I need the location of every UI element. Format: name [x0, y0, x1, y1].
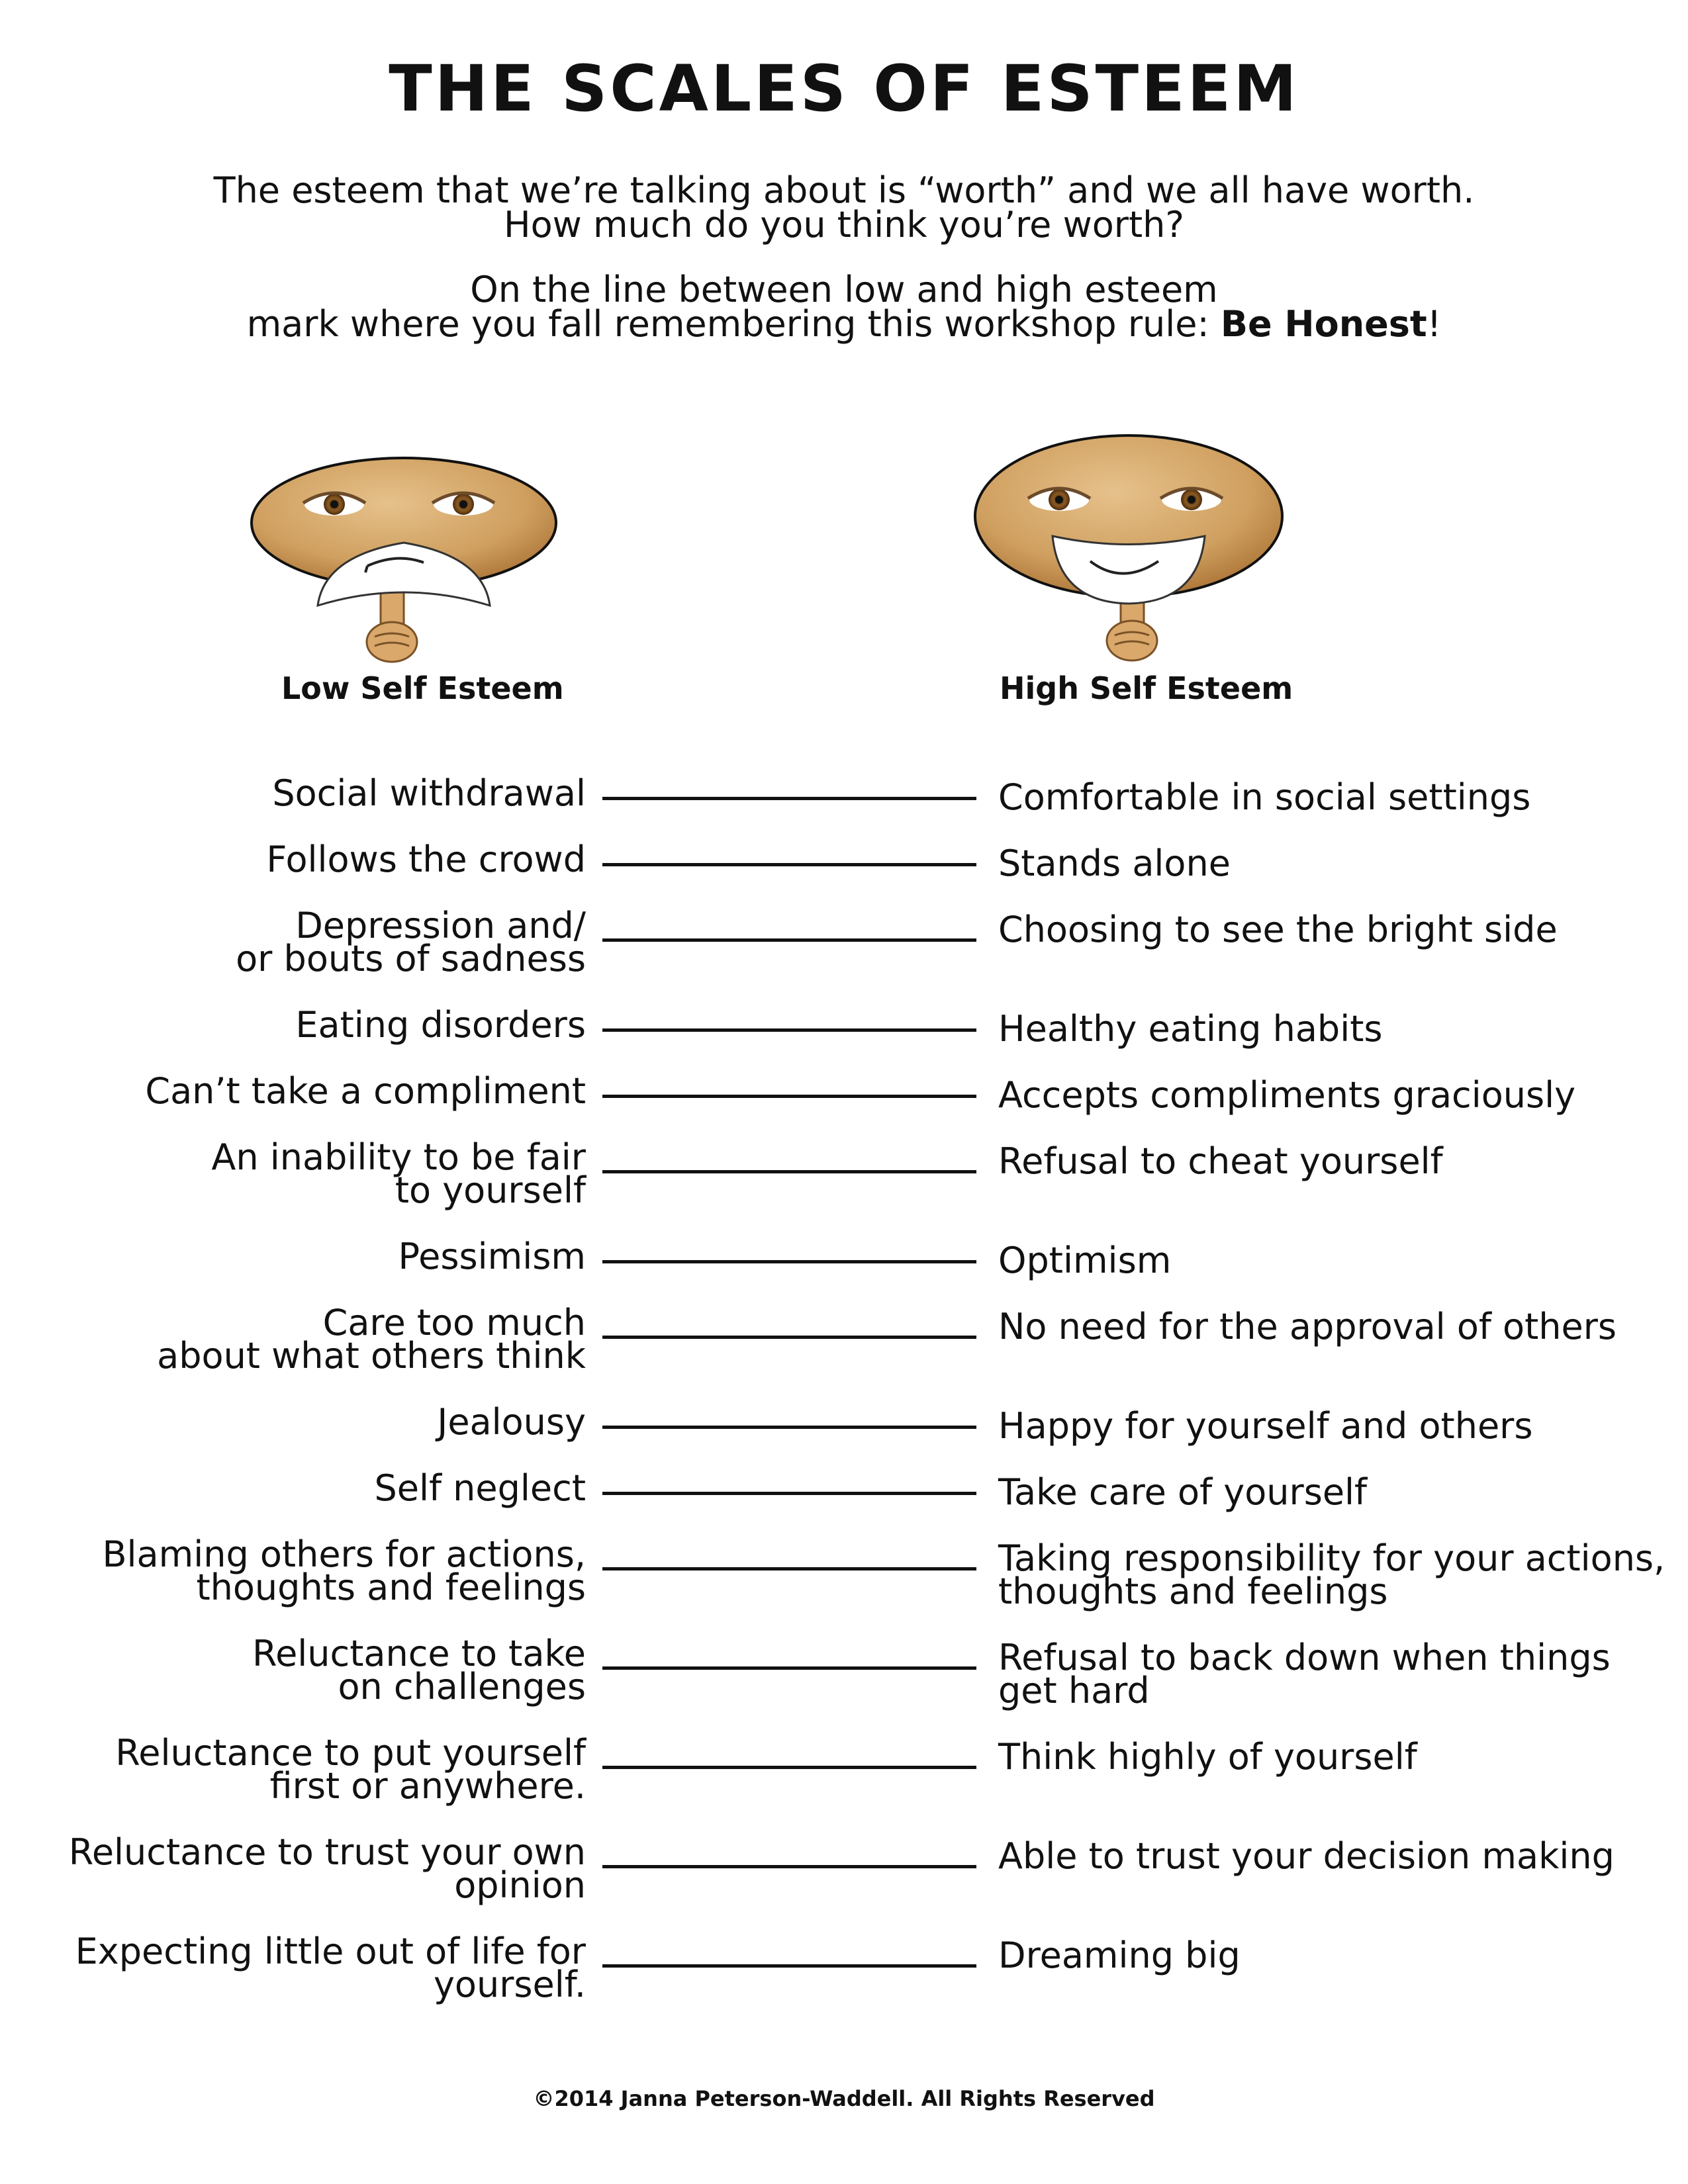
low-trait-line: or bouts of sadness [236, 938, 586, 979]
low-trait-line: Can’t take a compliment [145, 1070, 586, 1112]
intro-line-4-end: ! [1427, 303, 1442, 345]
high-esteem-trait [998, 1835, 1615, 1877]
scale-row [0, 1066, 1688, 1138]
high-esteem-trait [998, 1736, 1417, 1778]
esteem-scale-line[interactable] [602, 1492, 976, 1495]
intro-line-1: The esteem that we’re talking about is “worth” and we all have worth. [213, 169, 1475, 211]
esteem-scale-line[interactable] [602, 797, 976, 800]
high-esteem-trait [998, 1637, 1611, 1711]
esteem-scale-line[interactable] [602, 1567, 976, 1570]
low-trait-line: Reluctance to put yourself [115, 1732, 586, 1774]
low-self-esteem-face-illustration [245, 457, 563, 668]
scale-row [0, 1231, 1688, 1304]
high-esteem-trait [998, 1405, 1533, 1447]
esteem-scale-line[interactable] [602, 1095, 976, 1098]
be-honest-text: Be Honest [1220, 303, 1427, 345]
low-esteem-trait [398, 1236, 586, 1277]
high-esteem-trait [998, 1537, 1665, 1612]
low-trait-line: Jealousy [437, 1401, 586, 1443]
scale-row [0, 768, 1688, 841]
low-esteem-trait [266, 839, 586, 880]
low-trait-line: Blaming others for actions, [102, 1533, 586, 1575]
low-esteem-trait [102, 1533, 586, 1608]
esteem-scale-line[interactable] [602, 1426, 976, 1429]
low-esteem-trait [115, 1732, 586, 1807]
high-trait-line: Stands alone [998, 842, 1231, 884]
esteem-scale-line[interactable] [602, 863, 976, 866]
low-trait-line: Expecting little out of life for [75, 1931, 586, 1972]
esteem-scale-line[interactable] [602, 1260, 976, 1263]
page-title: THE SCALES OF ESTEEM [389, 52, 1299, 126]
high-trait-line: Refusal to cheat yourself [998, 1140, 1443, 1182]
scale-row [0, 1827, 1688, 1906]
high-esteem-trait [998, 1240, 1172, 1281]
low-esteem-trait [236, 905, 586, 979]
high-trait-line: Taking responsibility for your actions, [998, 1537, 1665, 1579]
low-esteem-trait [272, 772, 586, 814]
high-esteem-trait [998, 1471, 1368, 1513]
low-trait-line: thoughts and feelings [196, 1567, 586, 1608]
high-esteem-trait [998, 909, 1558, 950]
low-trait-line: Reluctance to take [252, 1633, 586, 1674]
low-esteem-trait [75, 1931, 586, 2005]
high-esteem-trait [998, 776, 1531, 818]
high-esteem-trait [998, 842, 1231, 884]
low-esteem-trait [211, 1136, 586, 1211]
high-self-esteem-label: High Self Esteem [1000, 670, 1293, 706]
high-trait-line: thoughts and feelings [998, 1570, 1388, 1612]
scale-row [0, 1628, 1688, 1711]
low-trait-line: about what others think [157, 1335, 586, 1377]
copyright-footer: ©2014 Janna Peterson-Waddell. All Rights Reserved [533, 2086, 1155, 2111]
esteem-scale-line[interactable] [602, 1964, 976, 1968]
high-esteem-trait [998, 1140, 1443, 1182]
scale-row [0, 900, 1688, 979]
low-trait-line: Self neglect [374, 1467, 586, 1509]
low-trait-line: Pessimism [398, 1236, 586, 1277]
intro-line-4-text: mark where you fall remembering this workshop rule: [246, 303, 1221, 345]
scale-row [0, 1529, 1688, 1612]
low-trait-line: Social withdrawal [272, 772, 586, 814]
scale-row [0, 999, 1688, 1072]
low-esteem-trait [68, 1831, 586, 1906]
high-trait-line: No need for the approval of others [998, 1306, 1617, 1347]
low-esteem-trait [157, 1302, 586, 1377]
high-trait-line: Dreaming big [998, 1934, 1241, 1976]
high-esteem-trait [998, 1934, 1241, 1976]
low-trait-line: An inability to be fair [211, 1136, 586, 1178]
esteem-scale-line[interactable] [602, 1028, 976, 1032]
high-trait-line: Think highly of yourself [998, 1736, 1417, 1778]
low-trait-line: Care too much [322, 1302, 586, 1343]
intro-paragraph-1 [0, 169, 1688, 246]
high-self-esteem-face-illustration [970, 430, 1288, 668]
high-trait-line: Able to trust your decision making [998, 1835, 1615, 1877]
low-esteem-trait [145, 1070, 586, 1112]
low-trait-line: Eating disorders [295, 1004, 586, 1046]
esteem-scale-line[interactable] [602, 1170, 976, 1173]
high-trait-line: Choosing to see the bright side [998, 909, 1558, 950]
low-self-esteem-label: Low Self Esteem [281, 670, 564, 706]
low-trait-line: Reluctance to trust your own [68, 1831, 586, 1873]
low-trait-line: Depression and/ [295, 905, 586, 946]
intro-line-2: How much do you think you’re worth? [503, 204, 1185, 246]
low-trait-line: opinion [454, 1864, 586, 1906]
esteem-scale-line[interactable] [602, 1865, 976, 1868]
low-trait-line: first or anywhere. [269, 1765, 586, 1807]
high-trait-line: Take care of yourself [998, 1471, 1368, 1513]
high-trait-line: Happy for yourself and others [998, 1405, 1533, 1447]
high-trait-line: Optimism [998, 1240, 1172, 1281]
low-esteem-trait [374, 1467, 586, 1509]
high-esteem-trait [998, 1306, 1617, 1347]
esteem-scale-line[interactable] [602, 1336, 976, 1339]
low-esteem-trait [437, 1401, 586, 1443]
intro-line-3: On the line between low and high esteem [470, 269, 1218, 310]
high-trait-line: Healthy eating habits [998, 1008, 1383, 1050]
intro-line-4 [0, 303, 1688, 345]
scale-row [0, 834, 1688, 907]
esteem-scale-line[interactable] [602, 938, 976, 942]
low-trait-line: to yourself [395, 1169, 586, 1211]
high-trait-line: get hard [998, 1670, 1150, 1711]
low-trait-line: Follows the crowd [266, 839, 586, 880]
scale-row [0, 1396, 1688, 1469]
esteem-scale-line[interactable] [602, 1666, 976, 1670]
esteem-scale-line[interactable] [602, 1766, 976, 1769]
scale-row [0, 1727, 1688, 1807]
low-esteem-trait [252, 1633, 586, 1707]
scale-row [0, 1926, 1688, 2005]
scale-row [0, 1463, 1688, 1535]
high-trait-line: Comfortable in social settings [998, 776, 1531, 818]
intro-paragraph-2 [0, 269, 1688, 345]
low-trait-line: yourself. [433, 1964, 586, 2005]
low-trait-line: on challenges [338, 1666, 586, 1707]
high-trait-line: Refusal to back down when things [998, 1637, 1611, 1678]
low-esteem-trait [295, 1004, 586, 1046]
scale-row [0, 1132, 1688, 1211]
high-esteem-trait [998, 1008, 1383, 1050]
scale-row [0, 1297, 1688, 1377]
high-trait-line: Accepts compliments graciously [998, 1074, 1576, 1116]
high-esteem-trait [998, 1074, 1576, 1116]
